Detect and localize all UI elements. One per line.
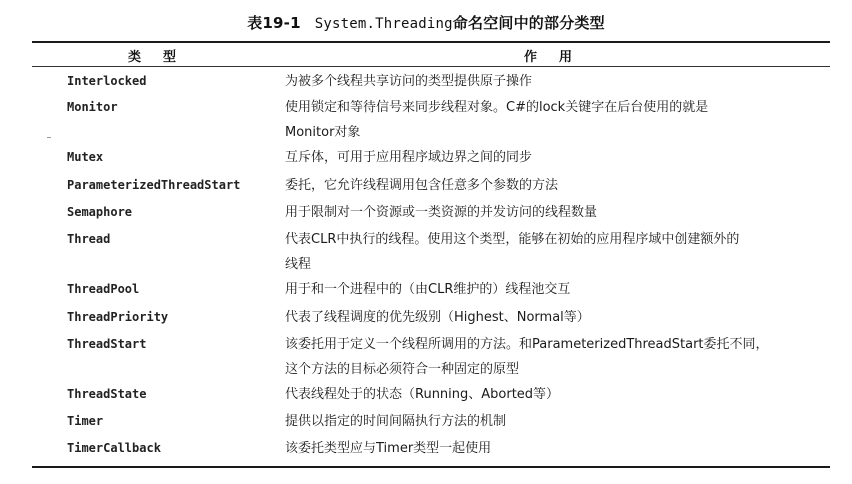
type-cell: TimerCallback bbox=[67, 441, 161, 455]
desc-line: 提供以指定的时间间隔执行方法的机制 bbox=[285, 414, 507, 429]
type-cell: Timer bbox=[67, 414, 104, 428]
desc-cell bbox=[285, 227, 830, 277]
desc-line: 为被多个线程共享访问的类型提供原子操作 bbox=[285, 74, 533, 89]
desc-line: 委托，它允许线程调用包含任意多个参数的方法 bbox=[285, 178, 559, 193]
desc-line: 该委托用于定义一个线程所调用的方法。和ParameterizedThreadStart委托不同， bbox=[285, 337, 769, 352]
table-top-rule bbox=[32, 41, 830, 43]
desc-line: 使用锁定和等待信号来同步线程对象。C#的lock关键字在后台使用的就是 bbox=[285, 100, 709, 115]
desc-line: Monitor对象 bbox=[285, 125, 361, 140]
caption-suffix: 命名空间中的部分类型 bbox=[452, 14, 605, 32]
header-rule bbox=[32, 66, 830, 67]
caption-namespace: System.Threading bbox=[314, 16, 453, 32]
desc-cell bbox=[285, 95, 830, 145]
desc-cell bbox=[285, 145, 830, 170]
desc-line: 这个方法的目标必须符合一种固定的原型 bbox=[285, 362, 520, 377]
type-cell: Mutex bbox=[67, 150, 104, 164]
table-number: 表19-1 bbox=[247, 14, 301, 32]
header-role: 作用 bbox=[524, 50, 595, 65]
desc-line: 代表了线程调度的优先级别（Highest、Normal等） bbox=[285, 310, 590, 325]
type-cell: ParameterizedThreadStart bbox=[67, 178, 241, 192]
type-cell: ThreadState bbox=[67, 387, 147, 401]
desc-line: 该委托类型应与Timer类型一起使用 bbox=[285, 441, 492, 456]
desc-line: 用于和一个进程中的（由CLR维护的）线程池交互 bbox=[285, 282, 571, 297]
type-cell: Interlocked bbox=[67, 74, 147, 88]
desc-line: 互斥体，可用于应用程序域边界之间的同步 bbox=[285, 150, 533, 165]
type-cell: Semaphore bbox=[67, 205, 133, 219]
type-cell: Monitor bbox=[67, 100, 118, 114]
type-cell: Thread bbox=[67, 232, 111, 246]
desc-line: 用于限制对一个资源或一类资源的并发访问的线程数量 bbox=[285, 205, 598, 220]
desc-cell bbox=[285, 173, 830, 198]
desc-cell bbox=[285, 200, 830, 225]
desc-line: 线程 bbox=[285, 257, 312, 272]
desc-line: 代表CLR中执行的线程。使用这个类型，能够在初始的应用程序域中创建额外的 bbox=[285, 232, 740, 247]
scan-speck bbox=[47, 137, 51, 138]
desc-cell bbox=[285, 436, 830, 461]
table-caption bbox=[0, 12, 852, 33]
desc-cell bbox=[285, 382, 830, 407]
desc-line: 代表线程处于的状态（Running、Aborted等） bbox=[285, 387, 560, 402]
desc-cell bbox=[285, 277, 830, 302]
header-type: 类型 bbox=[128, 50, 199, 65]
type-cell: ThreadPriority bbox=[67, 310, 169, 324]
desc-cell bbox=[285, 69, 830, 94]
type-cell: ThreadStart bbox=[67, 337, 147, 351]
desc-cell bbox=[285, 332, 830, 382]
type-cell: ThreadPool bbox=[67, 282, 140, 296]
desc-cell bbox=[285, 305, 830, 330]
table-bottom-rule bbox=[32, 466, 830, 468]
desc-cell bbox=[285, 409, 830, 434]
